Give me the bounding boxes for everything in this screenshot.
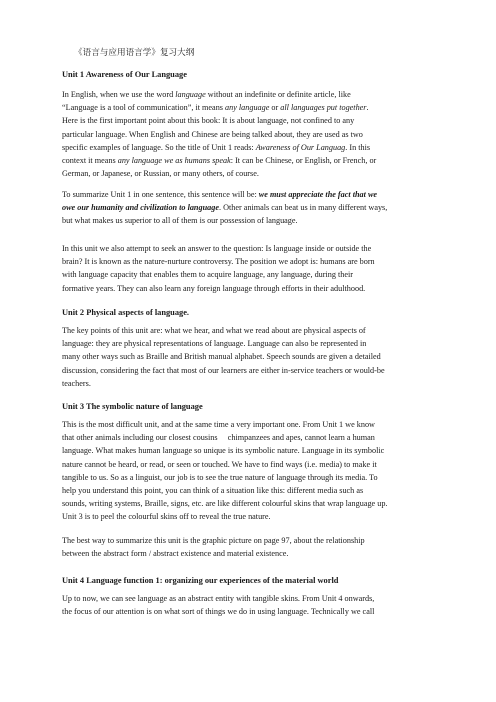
text-line: tangible to us. So as a linguist, our job is to see the true nature of language through its media. To: [62, 472, 378, 482]
document-title: 《语言与应用语言学》复习大纲: [74, 47, 195, 57]
text-line: To summarize Unit 1 in one sentence, this sentence will be: we must appreciate the fact that we: [62, 190, 378, 199]
text-line: Unit 3 is to peel the colourful skins off to reveal the true nature.: [62, 512, 271, 522]
text-line: “Language is a tool of communication”, it means any language or all languages put together.: [62, 103, 369, 113]
text-line: language. What makes human language so unique is its symbolic nature. Language in its symbolic: [62, 446, 385, 456]
text-line: that other animals including our closest cousins chimpanzees and apes, cannot learn a human: [62, 433, 375, 443]
text-line: formative years. They can also learn any foreign language through efforts in their adulthood.: [62, 283, 366, 293]
text-line: specific examples of language. So the title of Unit 1 reads: Awareness of Our Languag. In this: [62, 142, 371, 152]
text-line: language: they are physical representations of language. Language can also be represented in: [62, 339, 367, 349]
unit3-paragraph-2: [62, 534, 438, 560]
text-line: between the abstract form / abstract existence and material existence.: [62, 549, 289, 559]
unit3-heading: Unit 3 The symbolic nature of language: [62, 402, 203, 411]
text-line: teachers.: [62, 378, 91, 388]
text-line: context it means any language we as humans speak: It can be Chinese, or English, or French, or: [62, 156, 377, 166]
unit1-paragraph-2: [62, 188, 438, 228]
text-line: help you understand this point, you can think of a situation like this: different media such as: [62, 486, 364, 496]
unit1-paragraph-3: [62, 242, 438, 295]
unit4-heading: Unit 4 Language function 1: organizing our experiences of the material world: [62, 576, 339, 585]
text-line: but what makes us superior to all of them is our possession of language.: [62, 216, 298, 226]
text-line: In English, when we use the word language without an indefinite or definite article, like: [62, 90, 351, 99]
text-line: In this unit we also attempt to seek an answer to the question: Is language inside or outside the: [62, 244, 372, 253]
unit4-paragraph-1: [62, 592, 438, 618]
text-line: with language capacity that enables them to acquire language, any language, during their: [62, 270, 354, 280]
text-line: Up to now, we can see language as an abstract entity with tangible skins. From Unit 4 onwards,: [62, 594, 375, 603]
text-line: many other ways such as Braille and British manual alphabet. Speech sounds are given a detailed: [62, 352, 381, 362]
text-line: owe our humanity and civilization to language. Other animals can beat us in many different ways,: [62, 203, 388, 213]
text-line: German, or Japanese, or Russian, or many others, of course.: [62, 169, 259, 179]
text-line: Here is the first important point about this book: It is about language, not confined to any: [62, 116, 355, 126]
unit2-paragraph-1: [62, 324, 438, 390]
text-line: The key points of this unit are: what we hear, and what we read about are physical aspects of: [62, 326, 366, 335]
text-line: The best way to summarize this unit is the graphic picture on page 97, about the relationship: [62, 536, 365, 545]
text-line: the focus of our attention is on what sort of things we do in using language. Technically we call: [62, 607, 375, 617]
text-line: discussion, considering the fact that most of our learners are either in-service teachers or would-be: [62, 365, 385, 375]
text-line: This is the most difficult unit, and at the same time a very important one. From Unit 1 we know: [62, 420, 375, 429]
unit2-heading: Unit 2 Physical aspects of language.: [62, 308, 190, 317]
unit1-heading: Unit 1 Awareness of Our Language: [62, 70, 187, 79]
unit1-paragraph-1: [62, 88, 438, 180]
text-line: brain? It is known as the nature-nurture controversy. The position we adopt is: humans are born: [62, 257, 375, 267]
text-line: nature cannot be heard, or read, or seen or touched. We have to find ways (i.e. media) to make it: [62, 459, 377, 469]
text-line: particular language. When English and Chinese are being talked about, they are used as two: [62, 129, 363, 139]
text-line: sounds, writing systems, Braille, signs, etc. are like different colourful skins that wrap language up.: [62, 499, 388, 509]
unit3-paragraph-1: [62, 418, 438, 524]
